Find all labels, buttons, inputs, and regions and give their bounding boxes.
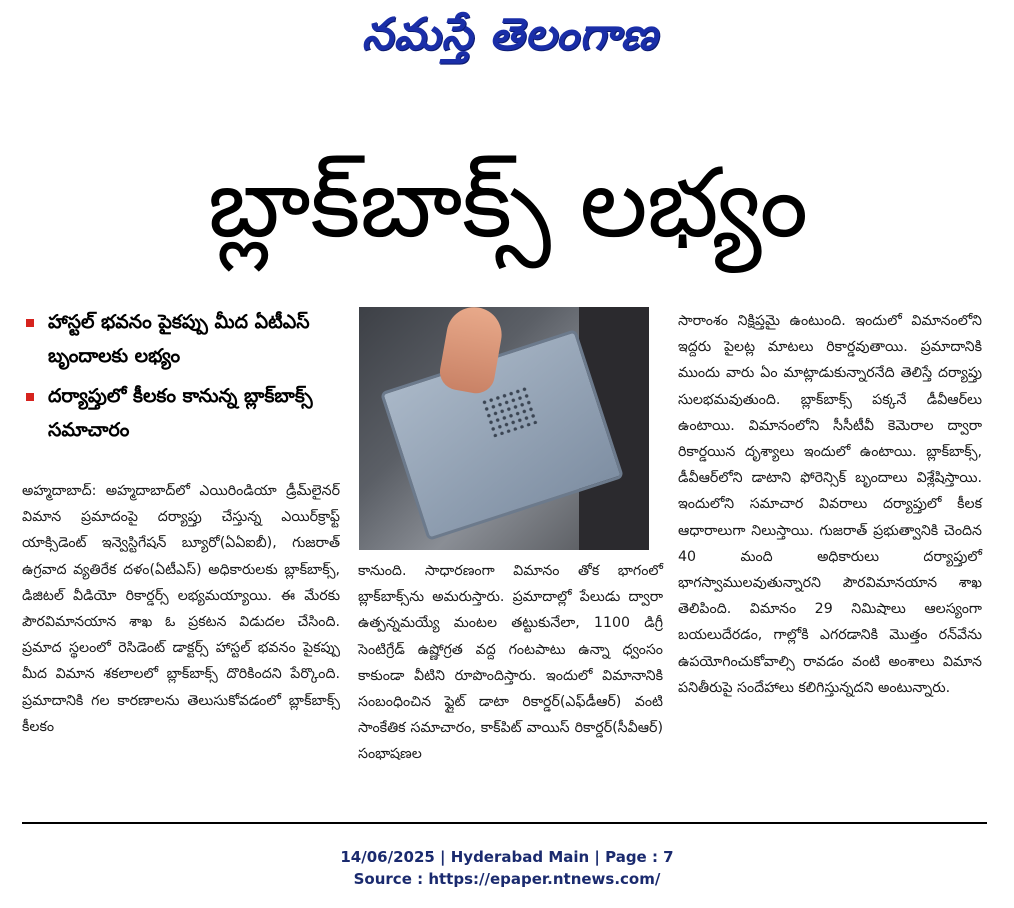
bullet-square-icon: [26, 319, 34, 327]
masthead-logo: నమస్తే తెలంగాణ: [361, 9, 659, 60]
footer-divider: [22, 822, 987, 824]
bullet-square-icon: [26, 393, 34, 401]
bullet-list: [22, 305, 342, 453]
photo-blackbox-grill: [480, 385, 540, 438]
article-column-2: [358, 558, 663, 768]
article-text: కానుంది. సాధారణంగా విమానం తోక భాగంలో బ్లాక్‌బాక్స్‌ను అమరుస్తారు. ప్రమాదాల్లో పేలుడు ద్వారా ఉత్పన్నమయ్యే మంటల తట్టుకునేలా, 1100 డిగ్రీ సెంటిగ్రేడ్ ఉష్ణోగ్రత వద్ద గంటపాటు ఉన్నా ధ్వంసం కాకుండా వీటిని రూపొందిస్తారు. ఇందులో విమానానికి సంబంధించిన ఫ్లైట్ డాటా రికార్డర్(ఎఫ్‌డీఆర్) వంటి సాంకేతిక సమాచారం, కాక్‌పిట్ వాయిస్ రికార్డర్(సీవీఆర్) సంభాషణల: [358, 563, 663, 763]
headline: బ్లాక్‌బాక్స్ లభ్యం: [207, 147, 808, 259]
bullet-item: [22, 305, 342, 373]
article-text: సారాంశం నిక్షిప్తమై ఉంటుంది. ఇందులో విమానంలోని ఇద్దరు పైలట్ల మాటలు రికార్డవుతాయి. ప్రమాదానికి ముందు వారు ఏం మాట్లాడుకున్నారనేది తెలిస్తే దర్యాప్తు సులభమవుతుంది. బ్లాక్‌బాక్స్ పక్కనే డీవీఆర్‌లు ఉంటాయి. విమానంలోని సీసీటీవీ కెమెరాల ద్వారా రికార్డయిన దృశ్యాలు ఇందులో ఉంటాయి. బ్లాక్‌బాక్స్, డీవీఆర్‌లోని డాటాని ఫోరెన్సిక్ బృందాలు విశ్లేషిస్తాయి. ఇందులోని సమాచార వివరాలు దర్యాప్తులో కీలక ఆధారాలుగా నిలుస్తాయి. గుజరాత్ ప్రభుత్వానికి చెందిన 40 మంది అధికారులు దర్యాప్తులో భాగస్వాములవుతున్నారని పౌరవిమానయాన శాఖ తెలిపింది. విమానం 29 నిమిషాలు ఆలస్యంగా బయలుదేరడం, గాల్లోకి ఎగరడానికి మొత్తం రన్‌వేను ఉపయోగించుకోవాల్సి రావడం వంటి అంశాలు విమాన పనితీరుపై సందేహాలు కలిగిస్తున్నదని అంటున్నారు.: [678, 313, 982, 696]
bullet-item: [22, 379, 342, 447]
bullet-text: దర్యాప్తులో కీలకం కానున్న బ్లాక్‌బాక్స్ సమాచారం: [48, 385, 313, 441]
footer-source: Source : https://epaper.ntnews.com/: [353, 870, 661, 888]
footer-date-edition: 14/06/2025 | Hyderabad Main | Page : 7: [340, 848, 674, 866]
article-column-1: [22, 478, 340, 740]
article-column-3: [678, 308, 982, 701]
bullet-text: హాస్టల్ భవనం పైకప్పు మీద ఏటీఎస్ బృందాలకు లభ్యం: [48, 311, 310, 367]
blackbox-photo: [359, 307, 649, 550]
article-text: అహ్మదాబాద్: అహ్మదాబాద్‌లో ఎయిరిండియా డ్రీమ్‌లైనర్ విమాన ప్రమాదంపై దర్యాప్తు చేస్తున్న ఎయిర్‌క్రాఫ్ట్ యాక్సిడెంట్ ఇన్వెస్టిగేషన్ బ్యూరో(ఏఏఐబీ), గుజరాత్ ఉగ్రవాద వ్యతిరేక దళం(ఏటీఎస్) అధికారులకు బ్లాక్‌బాక్స్, డిజిటల్ వీడియో రికార్డర్స్ లభ్యమయ్యాయి. ఈ మేరకు పౌరవిమానయాన శాఖ ఓ ప్రకటన విడుదల చేసింది. ప్రమాద స్థలంలో రెసిడెంట్ డాక్టర్స్ హాస్టల్ భవనం పైకప్పు మీద విమాన శకలాలలో బ్లాక్‌బాక్స్ దొరికిందని పేర్కొంది. ప్రమాదానికి గల కారణాలను తెలుసుకోవడంలో బ్లాక్‌బాక్స్ కీలకం: [22, 483, 340, 735]
